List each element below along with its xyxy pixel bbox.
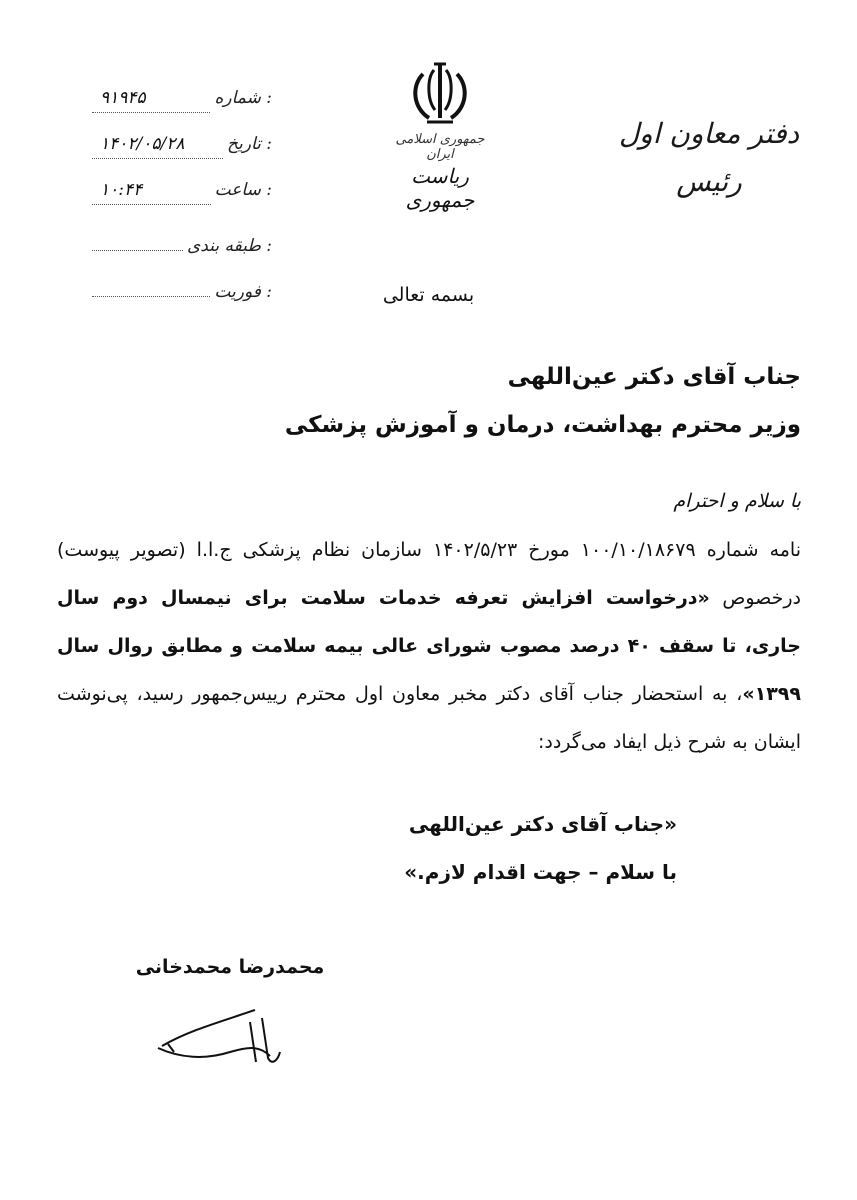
meta-number-row xyxy=(92,88,272,134)
quote-line-2: با سلام – جهت اقدام لازم.» xyxy=(404,860,677,884)
emblem-text-2: ریاست جمهوری xyxy=(405,164,475,212)
meta-classification-row xyxy=(92,226,272,272)
date-value: ۱۴۰۲/۰۵/۲۸ xyxy=(92,134,223,159)
quote-line-1: «جناب آقای دکتر عین‌اللهی xyxy=(408,812,677,836)
greeting: با سلام و احترام xyxy=(673,490,801,512)
office-line-2: رئیس xyxy=(676,165,742,198)
office-line-1: دفتر معاون اول xyxy=(618,117,800,150)
number-label: شماره : xyxy=(214,88,272,108)
time-value: ۱۰:۴۴ xyxy=(92,180,211,205)
letter-body xyxy=(57,526,801,766)
number-value: ۹۱۹۴۵ xyxy=(92,88,210,113)
iran-emblem-icon xyxy=(405,60,475,126)
body-subject: «درخواست افزایش تعرفه خدمات سلامت برای نیمسال دوم سال جاری، تا سقف ۴۰ درصد مصوب شورای عالی بیمه سلامت و مطابق روال سال ۱۳۹۹» xyxy=(57,587,801,705)
body-text-2: ، به استحضار جناب آقای دکتر مخبر معاون اول محترم رییس‌جمهور رسید، پی‌نوشت ایشان به شرح ذیل ایفاد می‌گردد: xyxy=(57,683,801,753)
urgency-label: فوریت : xyxy=(214,282,272,302)
addressee-title: وزیر محترم بهداشت، درمان و آموزش پزشکی xyxy=(284,412,801,438)
emblem-block xyxy=(380,60,500,212)
emblem-text-1: جمهوری اسلامی ایران xyxy=(395,132,485,162)
handwritten-signature-icon xyxy=(150,1000,300,1080)
bismillah: بسمه تعالی xyxy=(382,284,475,306)
signer-name: محمدرضا محمدخانی xyxy=(135,956,325,978)
office-title xyxy=(609,112,809,202)
classification-label: طبقه بندی : xyxy=(186,236,272,256)
meta-time-row xyxy=(92,180,272,226)
addressee-name: جناب آقای دکتر عین‌اللهی xyxy=(507,364,801,390)
body-text-1: نامه شماره ۱۰۰/۱۰/۱۸۶۷۹ مورخ ۱۴۰۲/۵/۲۳ سازمان نظام پزشکی ج.ا.ا (تصویر پیوست) درخصوص xyxy=(57,539,802,609)
meta-date-row xyxy=(92,134,272,180)
time-label: ساعت : xyxy=(214,180,272,200)
date-label: تاریخ : xyxy=(227,134,272,154)
classification-value xyxy=(92,226,183,251)
